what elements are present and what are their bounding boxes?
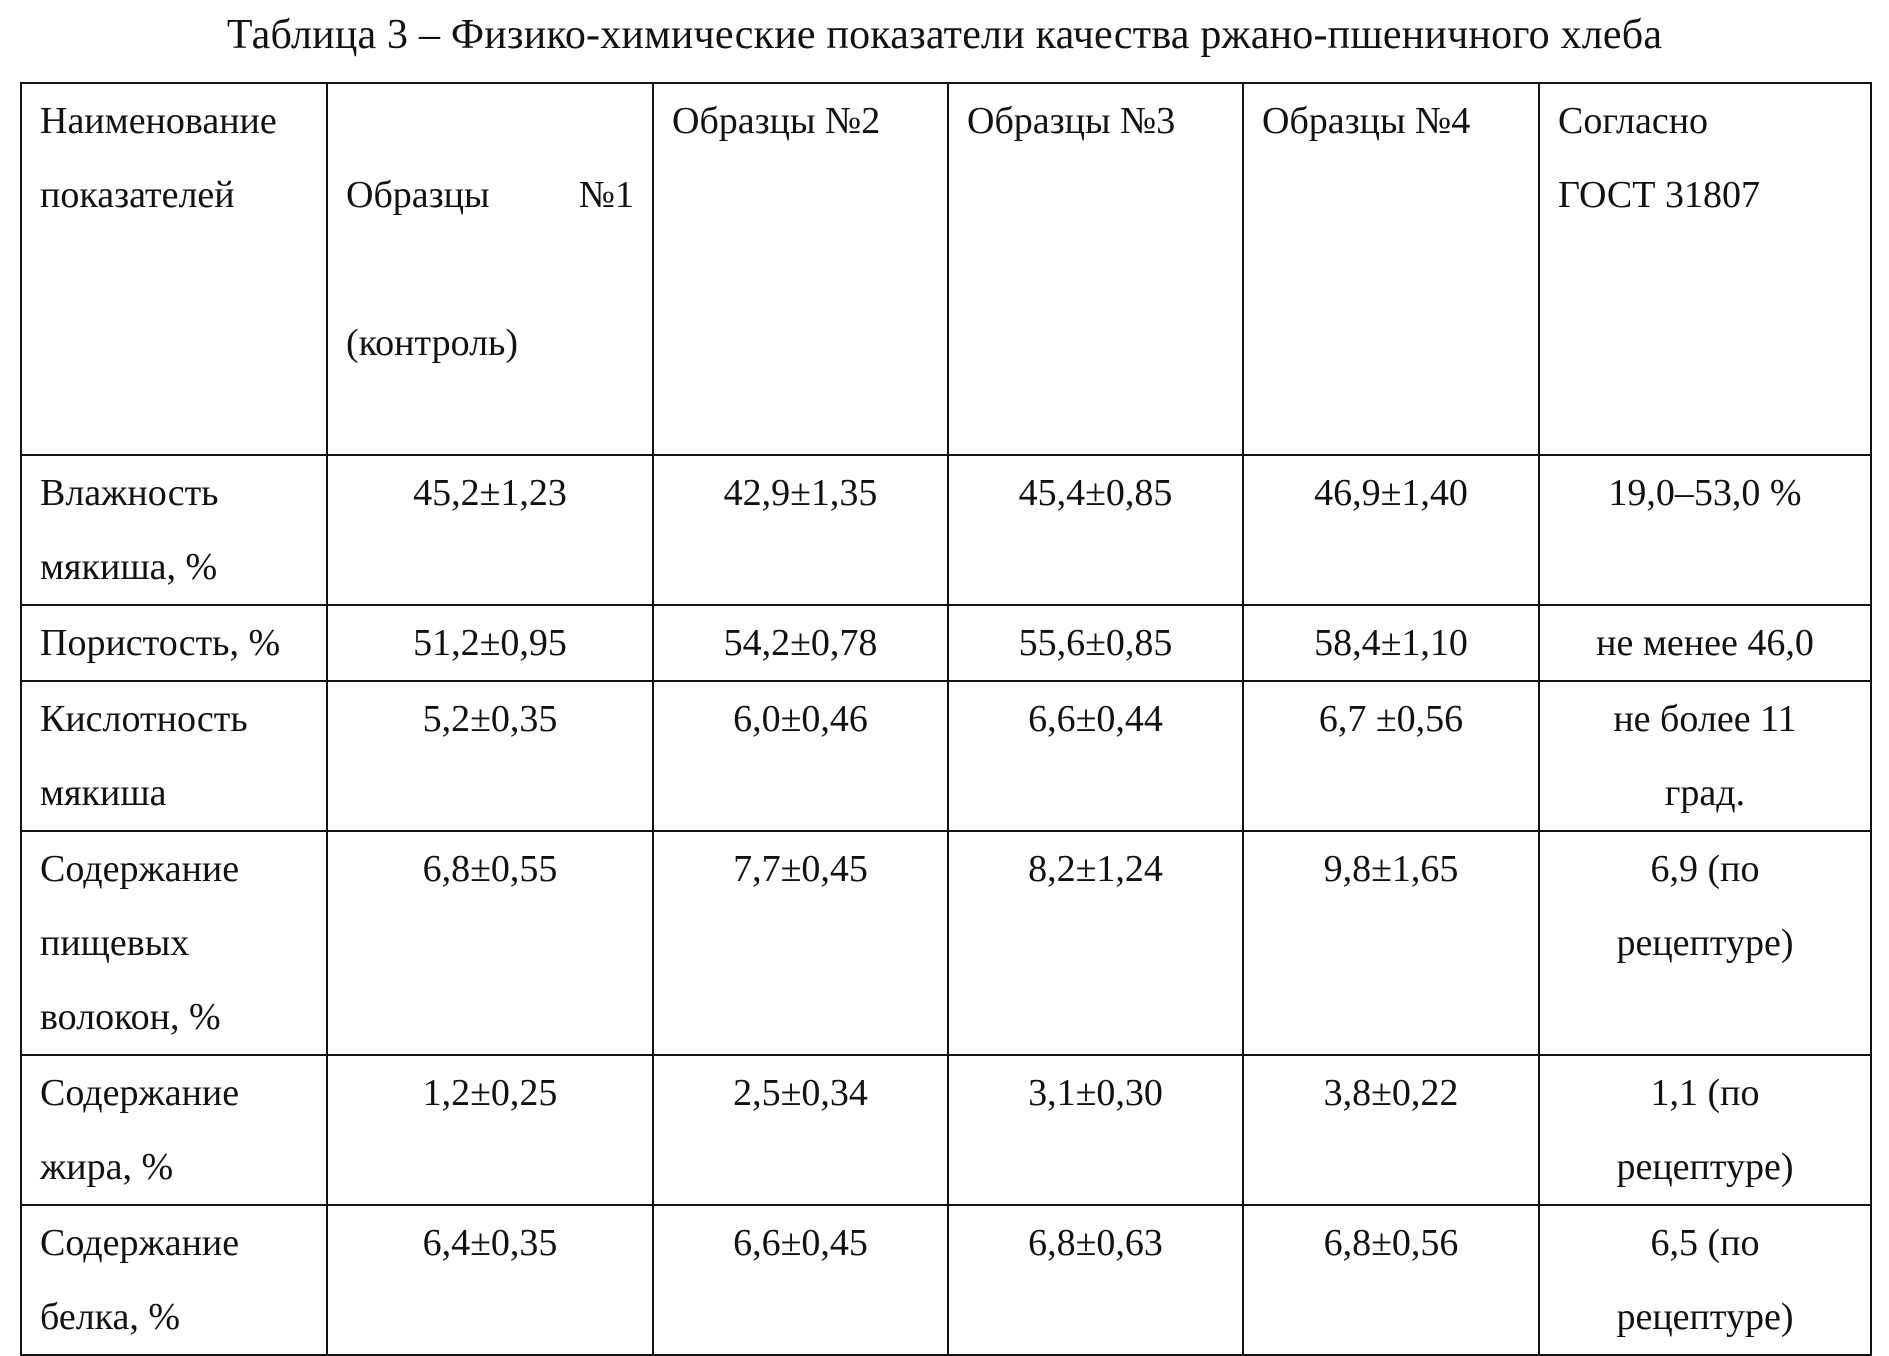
cell-sample-4: 6,7 ±0,56: [1243, 681, 1539, 831]
cell-sample-2: 6,0±0,46: [653, 681, 948, 831]
row-name: Пористость, %: [21, 605, 327, 681]
header-sample-1-number: №1: [578, 174, 634, 216]
cell-sample-1: 6,8±0,55: [327, 831, 653, 1055]
cell-sample-2: 42,9±1,35: [653, 455, 948, 605]
row-name: Влажность мякиша, %: [21, 455, 327, 605]
cell-gost: 19,0–53,0 %: [1539, 455, 1871, 605]
table-row: [21, 455, 1871, 605]
cell-gost: не менее 46,0: [1539, 605, 1871, 681]
header-sample-1-note: (контроль): [346, 322, 519, 364]
table-row: [21, 1055, 1871, 1205]
cell-sample-2: 2,5±0,34: [653, 1055, 948, 1205]
cell-gost: не более 11 град.: [1539, 681, 1871, 831]
cell-sample-2: 54,2±0,78: [653, 605, 948, 681]
row-name: Содержание жира, %: [21, 1055, 327, 1205]
cell-sample-4: 58,4±1,10: [1243, 605, 1539, 681]
cell-sample-3: 45,4±0,85: [948, 455, 1243, 605]
cell-sample-3: 55,6±0,85: [948, 605, 1243, 681]
cell-sample-4: 46,9±1,40: [1243, 455, 1539, 605]
header-sample-1-line: [346, 158, 634, 232]
cell-sample-4: 3,8±0,22: [1243, 1055, 1539, 1205]
table-title: Таблица 3 – Физико-химические показатели качества ржано-пшеничного хлеба: [226, 12, 1663, 58]
cell-sample-1: 5,2±0,35: [327, 681, 653, 831]
header-cell-sample-2: Образцы №2: [653, 83, 948, 455]
cell-gost: 1,1 (по рецептуре): [1539, 1055, 1871, 1205]
cell-sample-3: 3,1±0,30: [948, 1055, 1243, 1205]
header-cell-indicator: Наименование показателей: [21, 83, 327, 455]
cell-sample-1: 45,2±1,23: [327, 455, 653, 605]
cell-gost: 6,9 (по рецептуре): [1539, 831, 1871, 1055]
cell-sample-4: 6,8±0,56: [1243, 1205, 1539, 1355]
header-row: [21, 83, 1871, 455]
cell-sample-1: 6,4±0,35: [327, 1205, 653, 1355]
cell-sample-3: 6,6±0,44: [948, 681, 1243, 831]
header-sample-1-word: Образцы: [346, 174, 490, 216]
header-cell-sample-3: Образцы №3: [948, 83, 1243, 455]
row-name: Содержание пищевых волокон, %: [21, 831, 327, 1055]
cell-sample-4: 9,8±1,65: [1243, 831, 1539, 1055]
table-row: [21, 605, 1871, 681]
cell-sample-2: 6,6±0,45: [653, 1205, 948, 1355]
row-name: Содержание белка, %: [21, 1205, 327, 1355]
table-row: [21, 1205, 1871, 1355]
quality-table: [20, 82, 1872, 1356]
cell-sample-1: 51,2±0,95: [327, 605, 653, 681]
cell-sample-1: 1,2±0,25: [327, 1055, 653, 1205]
row-name: Кислотность мякиша: [21, 681, 327, 831]
header-cell-sample-1: [327, 83, 653, 455]
cell-gost: 6,5 (по рецептуре): [1539, 1205, 1871, 1355]
table-row: [21, 831, 1871, 1055]
cell-sample-3: 8,2±1,24: [948, 831, 1243, 1055]
cell-sample-2: 7,7±0,45: [653, 831, 948, 1055]
table-row: [21, 681, 1871, 831]
cell-sample-3: 6,8±0,63: [948, 1205, 1243, 1355]
header-cell-gost: Согласно ГОСТ 31807: [1539, 83, 1871, 455]
header-cell-sample-4: Образцы №4: [1243, 83, 1539, 455]
